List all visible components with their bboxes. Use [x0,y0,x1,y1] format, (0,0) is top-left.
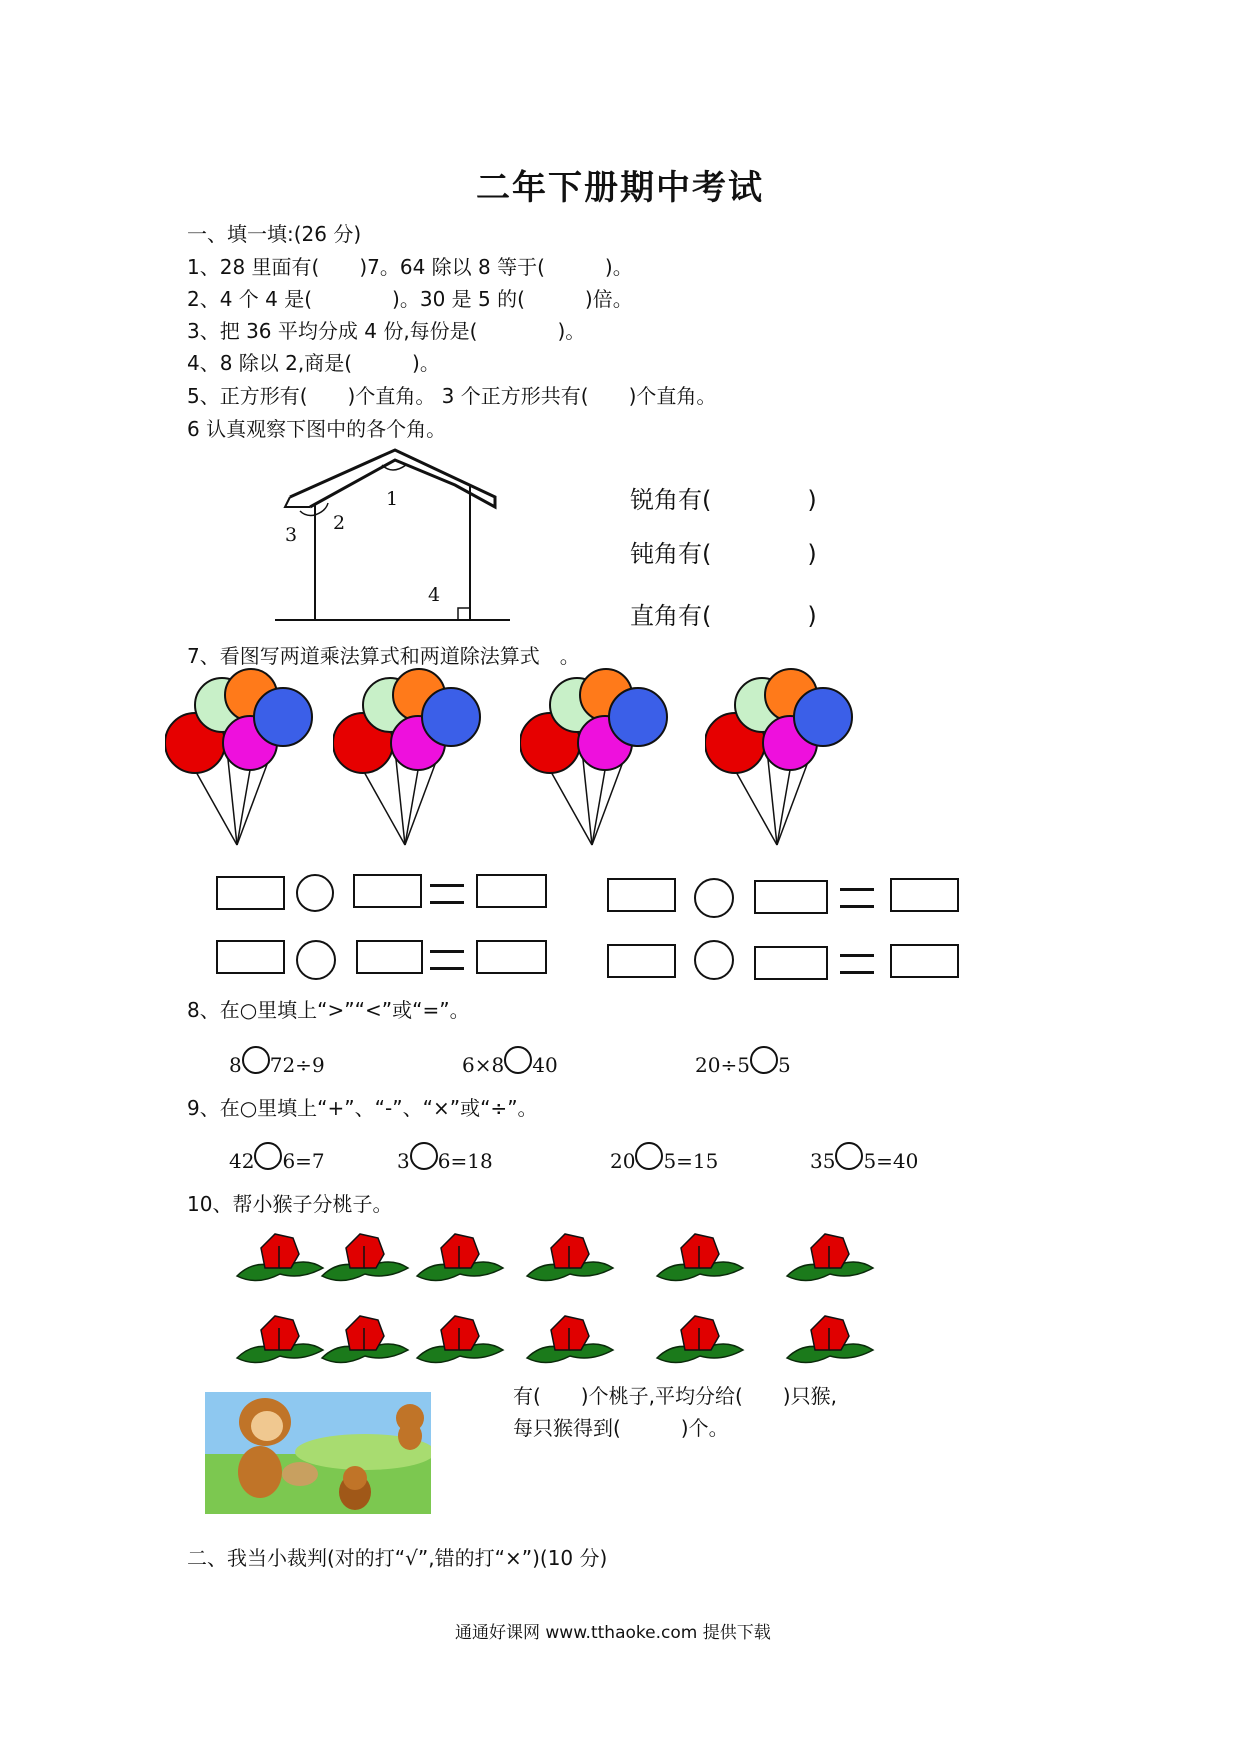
question-1: 1、28 里面有( )7。64 除以 8 等于( )。 [187,255,633,279]
q8-left: 20÷5 [695,1053,750,1077]
question-4: 4、8 除以 2,商是( )。 [187,351,440,375]
question-3: 3、把 36 平均分成 4 份,每份是( )。 [187,319,586,343]
q9-right: 6=7 [282,1149,325,1173]
peach-fruit [551,1316,589,1350]
balloon-string [592,770,605,845]
balloon-string [777,770,790,845]
page-footer: 通通好课网 www.tthaoke.com 提供下载 [455,1623,771,1643]
q9-right: 6=18 [437,1149,493,1173]
peach-fruit [811,1234,849,1268]
question-5: 5、正方形有( )个直角。 3 个正方形共有( )个直角。 [187,384,717,408]
q8-left: 6×8 [462,1053,505,1077]
acute-angle-answer: 锐角有( ) [630,486,817,514]
question-6: 6 认真观察下图中的各个角。 [187,417,447,441]
operator-circle[interactable] [835,1142,863,1170]
angle-label-1: 1 [386,488,399,510]
peach-fruit [441,1316,479,1350]
angle-label-2: 2 [333,512,346,534]
q8-item-2 [462,1044,558,1077]
equals-sign [840,888,874,908]
balloon-string [237,770,250,845]
compare-circle[interactable] [750,1046,778,1074]
answer-box[interactable] [754,880,828,914]
answer-box[interactable] [607,944,676,978]
answer-box[interactable] [216,940,285,974]
operator-circle[interactable] [410,1142,438,1170]
peach-fruit [441,1234,479,1268]
q8-right: 72÷9 [269,1053,325,1077]
peach-icon [655,1228,745,1283]
compare-circle[interactable] [242,1046,270,1074]
peach-icon [235,1228,325,1283]
equals-sign [840,954,874,974]
operator-circle[interactable] [296,940,336,980]
right-angle-answer: 直角有( ) [630,602,817,630]
peach-icon [525,1228,615,1283]
peach-fruit [681,1234,719,1268]
peach-icon [525,1310,615,1365]
answer-box[interactable] [476,940,547,974]
q10-answer-line-1: 有( )个桃子,平均分给( )只猴, [513,1384,837,1408]
q8-right: 5 [777,1053,791,1077]
q8-right: 40 [532,1053,558,1077]
question-9: 9、在○里填上“+”、“-”、“×”或“÷”。 [187,1096,538,1120]
section1-heading: 一、填一填:(26 分) [187,222,362,246]
compare-circle[interactable] [504,1046,532,1074]
q9-left: 35 [810,1149,836,1173]
q8-item-3 [695,1044,791,1077]
peach-fruit [811,1316,849,1350]
balloon-bunch-1 [165,665,315,859]
q10-answer-line-2: 每只猴得到( )个。 [513,1416,729,1440]
balloon-bunch-4 [705,665,855,859]
peach-fruit [681,1316,719,1350]
peach-fruit [346,1234,384,1268]
peach-fruit [261,1234,299,1268]
peach-icon [320,1228,410,1283]
peach-icon [655,1310,745,1365]
q9-right: 5=40 [863,1149,919,1173]
answer-box[interactable] [216,876,285,910]
question-7: 7、看图写两道乘法算式和两道除法算式 。 [187,644,580,668]
blue-balloon [609,688,667,746]
q9-item-1 [229,1140,325,1173]
section2-heading: 二、我当小裁判(对的打“√”,错的打“×”)(10 分) [187,1546,608,1570]
answer-box[interactable] [476,874,547,908]
answer-box[interactable] [890,878,959,912]
answer-box[interactable] [356,940,423,974]
angle-label-3: 3 [285,524,298,546]
monkeys-picture [205,1392,431,1514]
q8-item-1 [229,1044,325,1077]
balloon-bunch-2 [333,665,483,859]
balloon-string [405,770,418,845]
answer-box[interactable] [754,946,828,980]
peach-icon [785,1310,875,1365]
q9-item-2 [397,1140,493,1173]
q9-item-3 [610,1140,718,1173]
q9-right: 5=15 [663,1149,719,1173]
question-10: 10、帮小猴子分桃子。 [187,1192,393,1216]
page-title: 二年下册期中考试 [476,168,764,208]
q9-item-4 [810,1140,918,1173]
balloon-bunch-3 [520,665,670,859]
blue-balloon [422,688,480,746]
question-2: 2、4 个 4 是( )。30 是 5 的( )倍。 [187,287,633,311]
operator-circle[interactable] [694,878,734,918]
equals-sign [430,884,464,904]
answer-box[interactable] [890,944,959,978]
blue-balloon [794,688,852,746]
operator-circle[interactable] [635,1142,663,1170]
equals-sign [430,950,464,970]
answer-box[interactable] [607,878,676,912]
peach-icon [415,1228,505,1283]
peach-icon [320,1310,410,1365]
peach-fruit [261,1316,299,1350]
peach-icon [785,1228,875,1283]
blue-balloon [254,688,312,746]
q9-left: 42 [229,1149,255,1173]
obtuse-angle-answer: 钝角有( ) [630,540,817,568]
operator-circle[interactable] [254,1142,282,1170]
question-8: 8、在○里填上“>”“<”或“=”。 [187,998,470,1022]
peach-fruit [551,1234,589,1268]
angle-label-4: 4 [428,584,441,606]
q9-left: 3 [397,1149,410,1173]
house-diagram [270,445,520,625]
q8-left: 8 [229,1053,242,1077]
peach-icon [415,1310,505,1365]
operator-circle[interactable] [296,874,334,912]
peach-icon [235,1310,325,1365]
peach-fruit [346,1316,384,1350]
answer-box[interactable] [353,874,422,908]
operator-circle[interactable] [694,940,734,980]
q9-left: 20 [610,1149,636,1173]
